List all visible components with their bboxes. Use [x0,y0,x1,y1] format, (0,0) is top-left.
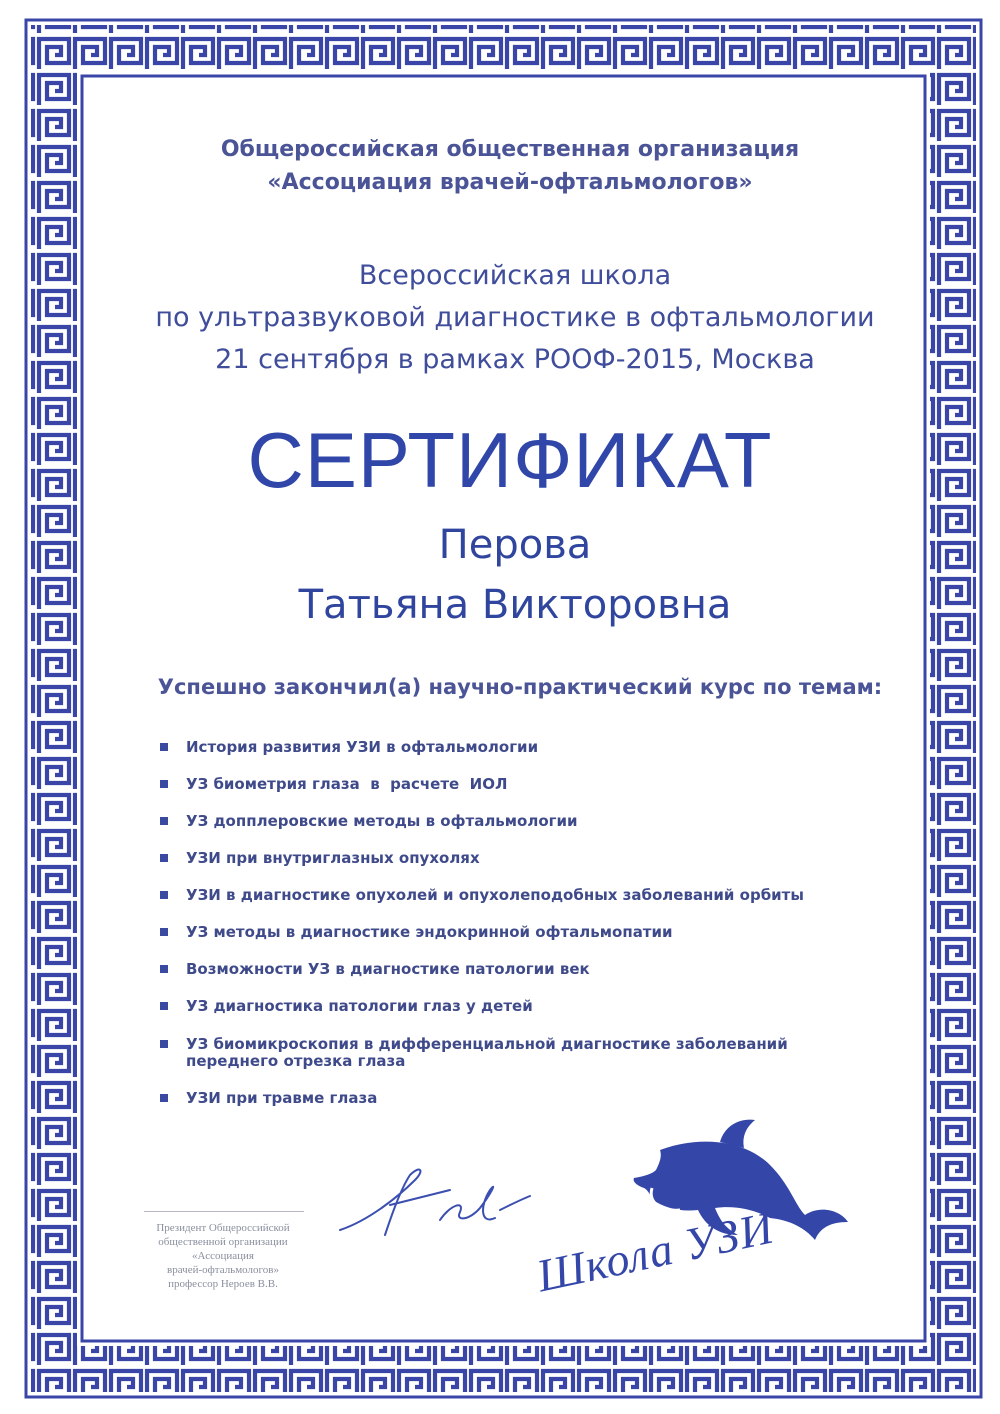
school-line-1: Всероссийская школа [358,260,672,291]
handwritten-signature [330,1150,550,1250]
recipient-surname: Перова [438,522,592,568]
topic-item [160,1036,816,1070]
topic-text: УЗИ при внутриглазных опухолях [186,849,480,867]
square-bullet-icon [160,1002,168,1010]
topic-item [160,1090,850,1107]
topic-item [160,813,850,830]
topic-item [160,924,850,941]
president-line-4: врачей-офтальмологов» [167,1264,279,1276]
logo-text: Школа УЗИ [532,1201,779,1302]
topic-text: УЗ биометрия глаза в расчете ИОЛ [186,775,508,793]
topic-text: УЗИ в диагностике опухолей и опухолеподобных заболеваний орбиты [186,886,804,904]
square-bullet-icon [160,965,168,973]
signature-line [144,1211,304,1212]
topic-item [160,887,850,904]
org-line-1: Общероссийская общественная организация [220,137,800,162]
topic-text: УЗИ при травме глаза [186,1089,378,1107]
school-line-3: 21 сентября в рамках РООФ-2015, Москва [215,344,815,375]
president-line-5: профессор Нероев В.В. [168,1278,278,1290]
organization-name [0,133,1000,199]
square-bullet-icon [160,891,168,899]
square-bullet-icon [160,780,168,788]
recipient-name [0,515,1000,635]
certificate-title: СЕРТИФИКАТ [247,416,773,504]
square-bullet-icon [160,743,168,751]
president-line-3: «Ассоциация [192,1250,254,1262]
square-bullet-icon [160,928,168,936]
topic-text: Возможности УЗ в диагностике патологии век [186,960,590,978]
topics-list [160,734,850,1107]
square-bullet-icon [160,1094,168,1102]
square-bullet-icon [160,854,168,862]
topic-text: УЗ допплеровские методы в офтальмологии [186,812,578,830]
topic-item [160,998,850,1015]
topic-text: УЗ диагностика патологии глаз у детей [186,997,533,1015]
president-line-2: общественной организации [158,1236,288,1248]
square-bullet-icon [160,1040,168,1048]
president-caption [118,1221,328,1291]
topic-item [160,961,850,978]
topic-item [160,776,850,793]
topic-item [160,850,850,867]
school-title [0,255,1000,381]
org-line-2: «Ассоциация врачей-офтальмологов» [267,170,753,195]
school-line-2: по ультразвуковой диагностике в офтальмологии [155,302,875,333]
topic-text: История развития УЗИ в офтальмологии [186,738,539,756]
topic-text: УЗ биомикроскопия в дифференциальной диагностике заболеваний переднего отрезка глаза [186,1035,788,1070]
topic-text: УЗ методы в диагностике эндокринной офтальмопатии [186,923,673,941]
course-intro: Успешно закончил(а) научно-практический курс по темам: [157,675,883,699]
square-bullet-icon [160,817,168,825]
dolphin-logo [520,1110,850,1324]
president-line-1: Президент Общероссийской [156,1222,290,1234]
topic-item [160,739,850,756]
recipient-given-names: Татьяна Викторовна [298,582,732,628]
